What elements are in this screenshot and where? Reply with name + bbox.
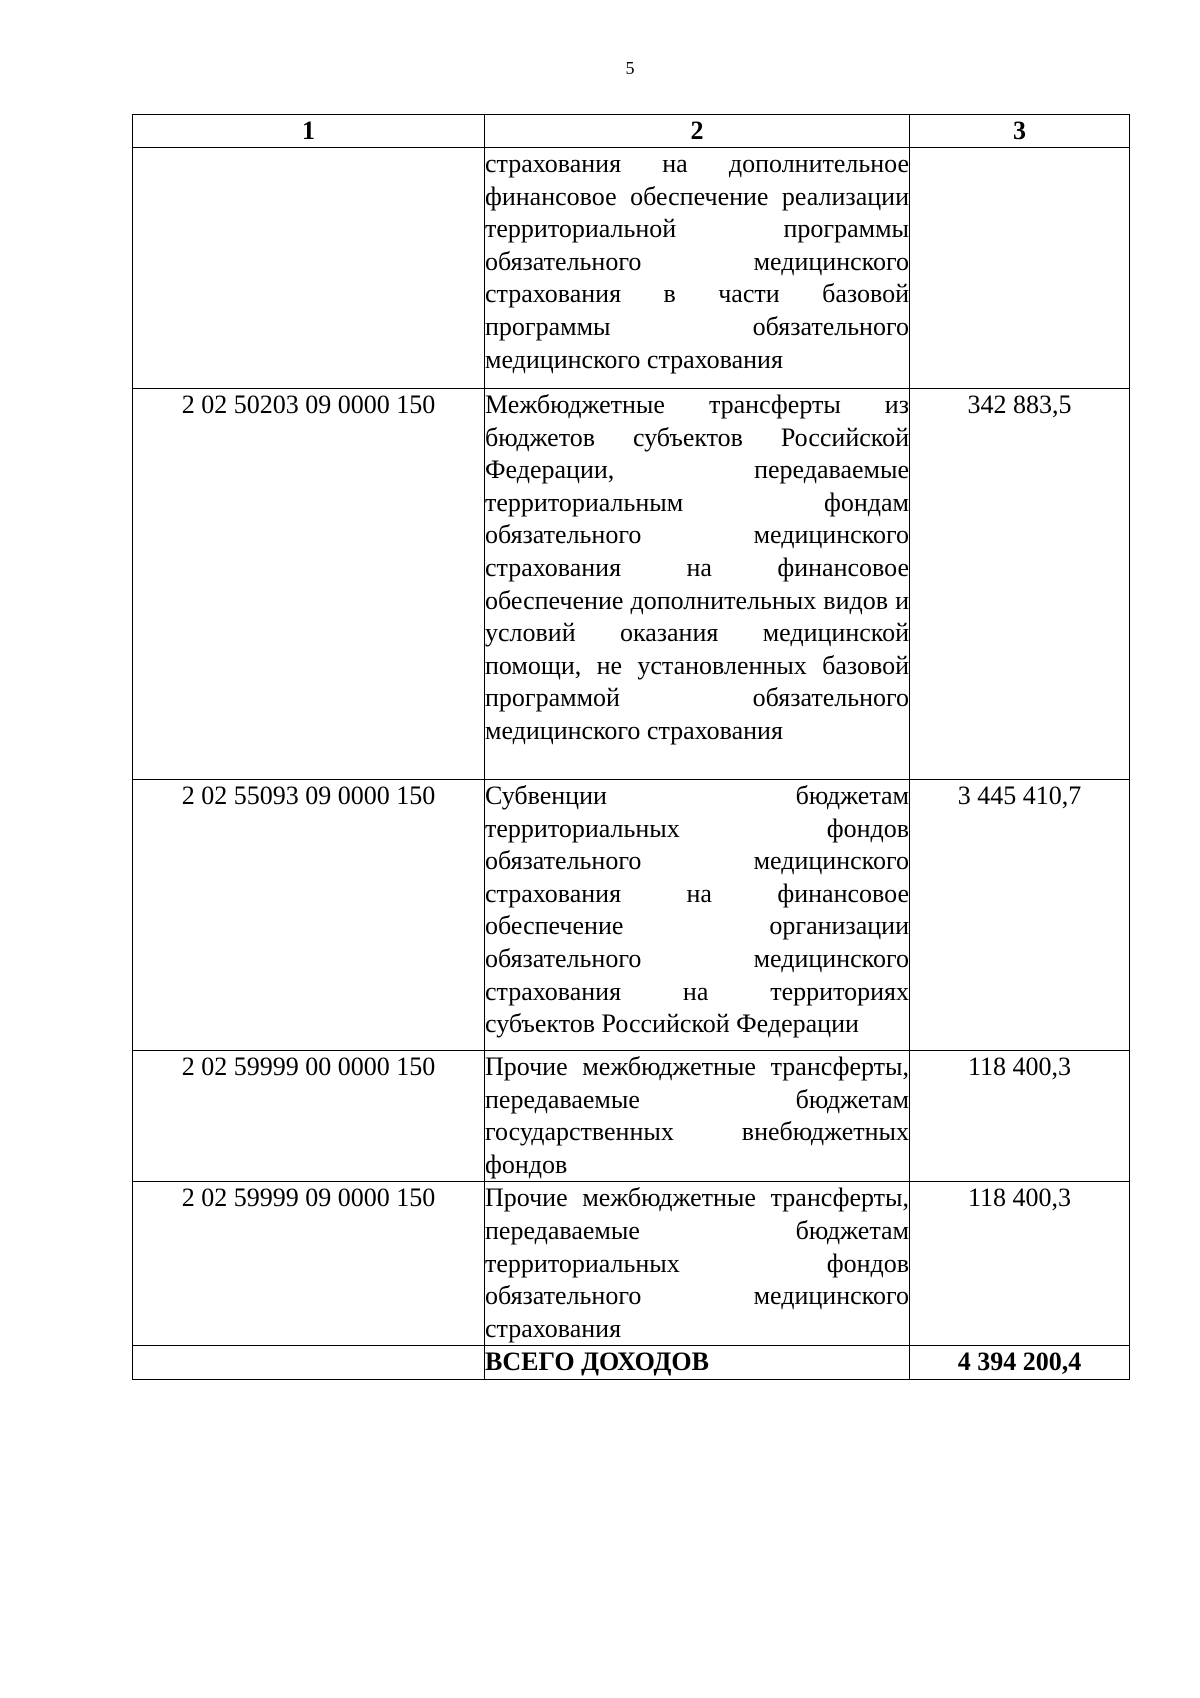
income-name-cell: Прочие межбюджетные трансферты, передаваемые бюджетам территориальных фондов обязательного медицинского страхования — [485, 1182, 910, 1346]
income-table — [132, 114, 1130, 1380]
amount-cell: 342 883,5 — [910, 389, 1130, 780]
amount-cell — [910, 148, 1130, 389]
table-header-row — [133, 115, 1130, 148]
total-row — [133, 1346, 1130, 1380]
table-row — [133, 389, 1130, 780]
budget-code-cell: 2 02 59999 00 0000 150 — [133, 1051, 485, 1182]
table-row — [133, 148, 1130, 389]
budget-code-cell: 2 02 55093 09 0000 150 — [133, 780, 485, 1051]
income-name-cell: Межбюджетные трансферты из бюджетов субъектов Российской Федерации, передаваемые территориальным фондам обязательного медицинского страхования на финансовое обеспечение дополнительных видов и условий оказания медицинской помощи, не установленных базовой программой обязательного медицинского страхования — [485, 389, 910, 780]
total-amount: 4 394 200,4 — [910, 1346, 1130, 1380]
budget-code-cell — [133, 148, 485, 389]
column-header-code: 1 — [133, 115, 485, 148]
column-header-name: 2 — [485, 115, 910, 148]
income-name-cell: страхования на дополнительное финансовое обеспечение реализации территориальной программы обязательного медицинского страхования в части базовой программы обязательного медицинского страхования — [485, 148, 910, 389]
income-name-cell: Субвенции бюджетам территориальных фондов обязательного медицинского страхования на финансовое обеспечение организации обязательного медицинского страхования на территориях субъектов Российской Федерации — [485, 780, 910, 1051]
budget-code-cell: 2 02 50203 09 0000 150 — [133, 389, 485, 780]
total-label: ВСЕГО ДОХОДОВ — [485, 1346, 910, 1380]
table-row — [133, 780, 1130, 1051]
amount-cell: 118 400,3 — [910, 1051, 1130, 1182]
page-number: 5 — [625, 58, 635, 78]
amount-cell: 118 400,3 — [910, 1182, 1130, 1346]
total-code-cell — [133, 1346, 485, 1380]
income-name-cell: Прочие межбюджетные трансферты, передаваемые бюджетам государственных внебюджетных фондов — [485, 1051, 910, 1182]
amount-cell: 3 445 410,7 — [910, 780, 1130, 1051]
budget-code-cell: 2 02 59999 09 0000 150 — [133, 1182, 485, 1346]
table-row — [133, 1051, 1130, 1182]
column-header-amount: 3 — [910, 115, 1130, 148]
table-row — [133, 1182, 1130, 1346]
